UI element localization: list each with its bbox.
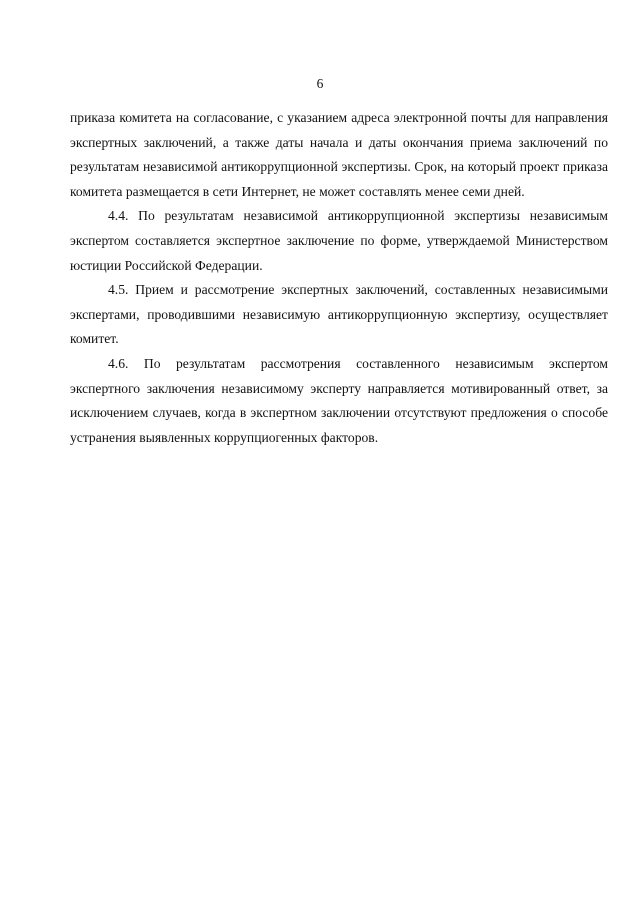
paragraph-4-6: 4.6. По результатам рассмотрения составленного независимым экспертом экспертного заключения независимому эксперту направляется мотивированный ответ, за исключением случаев, когда в экспертном заключении отсутствуют предложения о способе устранения выявленных коррупциогенных факторов. <box>70 355 608 445</box>
document-body <box>70 106 608 450</box>
paragraph-4-5: 4.5. Прием и рассмотрение экспертных заключений, составленных независимыми экспертами, проводившими независимую антикоррупционную экспертизу, осуществляет комитет. <box>70 282 608 347</box>
paragraph-4-4: 4.4. По результатам независимой антикоррупционной экспертизы независимым экспертом составляется экспертное заключение по форме, утверждаемой Министерством юстиции Российской Федерации. <box>70 208 608 273</box>
page-number: 6 <box>316 76 324 91</box>
paragraph-continuation: приказа комитета на согласование, с указанием адреса электронной почты для направления экспертных заключений, а также даты начала и даты окончания приема заключений по результатам независимой антикоррупционной экспертизы. Срок, на который проект приказа комитета размещается в сети Интернет, не может составлять менее семи дней. <box>70 110 608 199</box>
